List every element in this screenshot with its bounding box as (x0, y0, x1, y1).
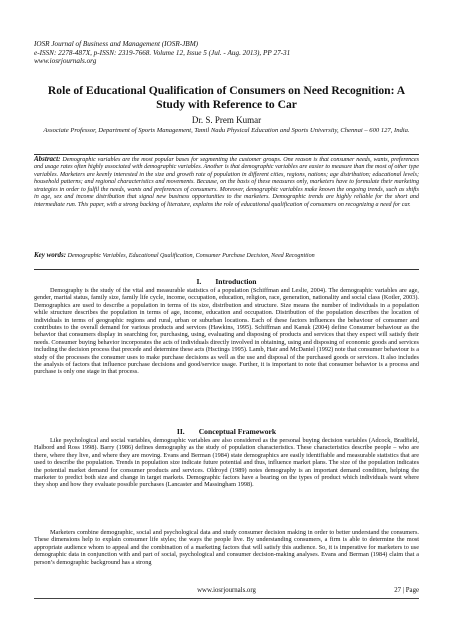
keywords-block (34, 252, 419, 260)
page-footer (34, 587, 419, 597)
footer-url[interactable]: www.iosrjournals.org (197, 587, 256, 594)
section-title: Introduction (215, 277, 257, 286)
abstract-block (34, 156, 419, 209)
section-number: II. (176, 427, 185, 436)
abstract-bottom-rule (34, 269, 419, 270)
keywords-label: Key words: (34, 251, 67, 259)
journal-name: IOSR Journal of Business and Management (IOSR-JBM) (34, 40, 199, 48)
footer-rule (34, 598, 419, 599)
journal-header (34, 40, 290, 66)
framework-paragraph-2: Marketers combine demographic, social and psychological data and study consumer decision making in order to better understand the consumers. These dimensions help to explain consumer life styles; the ways the people live. By understanding consumers, a firm is able to determine the most appropriate audience whom to appeal and the combination of a marketing factors that will satisfy this audience. So, it is imperative for marketers to use demographic data in conjunction with and part of social, psychological and consumer decision-making analyses. Evans and Berman (1984) claim that a person’s demographic background has a strong (34, 529, 419, 566)
abstract-label: Abstract: (34, 155, 61, 163)
abstract-text: Demographic variables are the most popular bases for segmenting the customer groups. One reason is that consumer needs, wants, preferences and usage rates often highly associated with demographic variables. Another is that demographic variables are easier to measure than the most of other type variables. Marketers are keenly interested in the size and growth rate of population in different cities, regions, nations; age distribution; educational levels; household patterns; and regional characteristics and movements. Because, on the basis of these measures only, marketers have to formulate their marketing strategies in order to fulfil the needs, wants and preferences of consumers. Moreover, demographic variables make known the ongoing trends, such as shifts in age, sex and income distribution that signal new business opportunities to the marketers. Demographic trends are highly reliable for the short and intermediate run. This paper, with a strong backing of literature, explains the role of educational qualification of consumers on recognizing a need for car. (34, 157, 420, 208)
section-title: Conceptual Framework (198, 427, 277, 436)
journal-issn: e-ISSN: 2278-487X, p-ISSN: 2319-7668. Volume 12, Issue 5 (Jul. - Aug. 2013), PP 27-31 (34, 48, 291, 57)
section-heading-introduction (34, 277, 419, 286)
abstract-top-rule (34, 154, 419, 155)
keywords-text: Demographic Variables, Educational Qualification, Consumer Purchase Decision, Need Recognition (67, 253, 315, 259)
page-number: 27 | Page (394, 587, 419, 594)
introduction-paragraph: Demography is the study of the vital and measurable statistics of a population (Schiffman and Leslie, 2004). The demographic variables are age, gender, marital status, family size, family life cycle, income, occupation, education, religion, race, generation, nationality and social class (Kotler, 2003). Demographics are used to describe a population in terms of its size, distribution and structure. Size means the number of individuals in a population while structure describes the population in terms of age, income, education and occupation. Distribution of the population describes the location of individuals in terms of geographic regions and rural, urban or suburban locations. Each of these factors influences the behaviour of consumer and contributes to the overall demand for various products and services (Hawkins, 1995). Schiffman and Kanuk (2004) define Consumer behaviour as the behavior that consumers display in searching for, purchasing, using, evaluating and disposing of products and services that they expect will satisfy their needs. Consumer buying behavior incorporates the acts of individuals directly involved in obtaining, using and disposing of economic goods and services including the decision process that precede and determine these acts (Hsctings 1995). Lamb, Hair and McDaniel (1992) note that consumer behaviour is a study of the processes the consumer uses to make purchase decisions as well as the use and disposal of the purchased goods or services. It also includes the analysis of factors that influence purchase decisions and good/service usage. Further, it is important to note that consumer behavior is a process and purchase is only one stage in that process. (34, 287, 419, 376)
author-name: Dr. S. Prem Kumar (191, 115, 262, 125)
paper-title: Role of Educational Qualification of Consumers on Need Recognition: A Study with Reference to Car (47, 84, 406, 111)
framework-paragraph-1: Like psychological and social variables, demographic variables are also considered as the personal buying decision variables (Adcock, Bradfield, Halbord and Ross 1998). Barry (1986) defines demography as the study of population characteristics. These characteristics describe people – who are there, where they live, and where they are moving. Evans and Berman (1984) state demographics are easily identifiable and measurable statistics that are used to describe the population. Trends in population size indicate future potential and thus, influence market plans. The size of the population indicates the potential market demand for consumer products and services. Oldroyd (1989) notes demography is an important demand condition, helping the marketer to predict both size and change in target markets. Demographic factors have a bearing on the types of product which individuals want where they shop and how they evaluate possible purchases (Lancaster and Massingham 1998). (34, 437, 419, 489)
section-number: I. (196, 277, 202, 286)
author-affiliation: Associate Professor, Department of Sports Management, Tamil Nadu Physical Education and Sports University, Chennai – 600 127, India. (43, 127, 410, 134)
section-heading-conceptual-framework (34, 427, 419, 436)
journal-url[interactable]: www.iosrjournals.org (34, 57, 97, 66)
